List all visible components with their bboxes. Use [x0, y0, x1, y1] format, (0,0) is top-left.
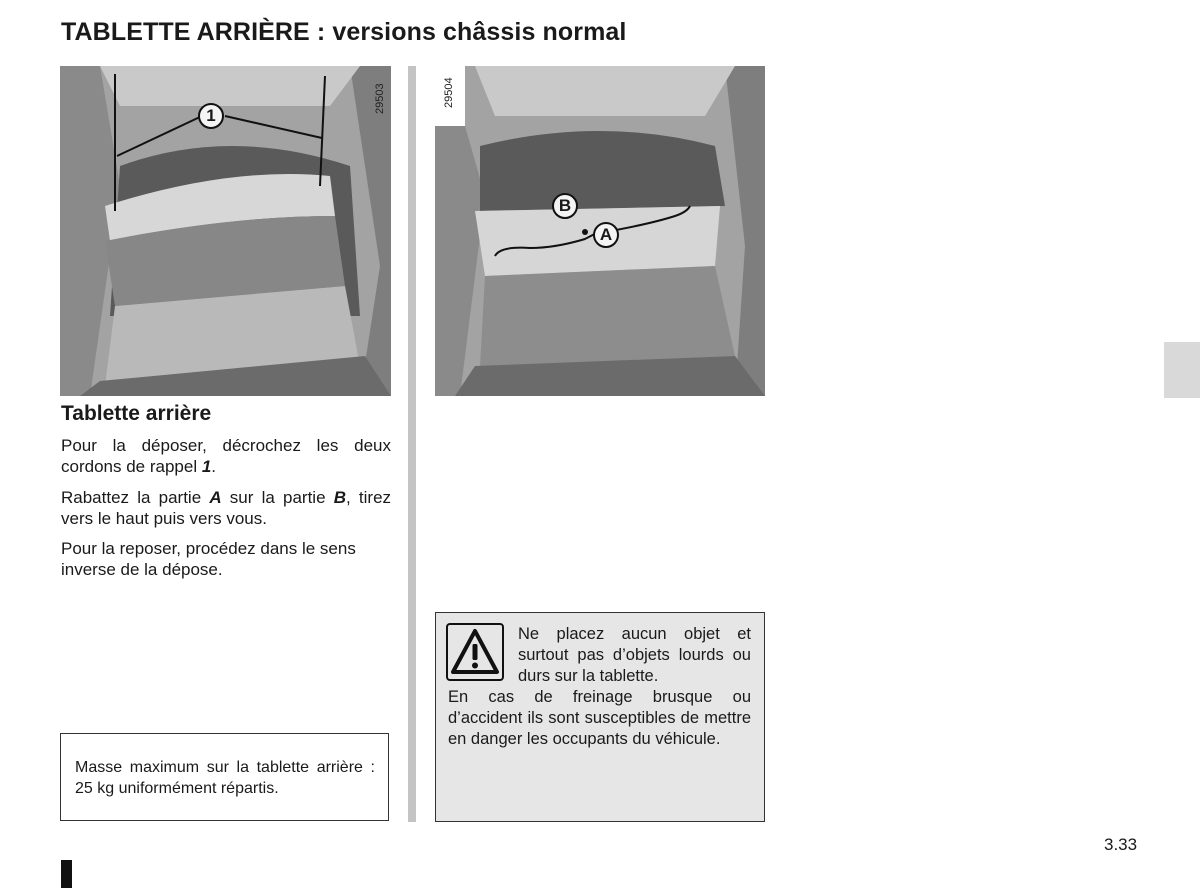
- paragraph-fold-text-c: , tirez vers le haut puis vers vous.: [61, 488, 392, 528]
- corner-mark: [61, 860, 72, 888]
- load-note-text: Masse maximum sur la tablette arrière : 25 kg uniformément répartis.: [75, 759, 375, 797]
- load-note-box: [60, 733, 389, 821]
- ref-a: A: [209, 488, 222, 507]
- rear-shelf-cords-illustration: [60, 66, 391, 396]
- photo-rear-shelf-cords: [60, 66, 391, 396]
- warning-text-secondary: En cas de freinage brusque ou d’accident ils sont susceptibles de mettre en danger les occupants du véhicule.: [448, 688, 751, 748]
- callout-a: A: [593, 222, 619, 248]
- paragraph-fold: [61, 487, 391, 529]
- ref-1: 1: [201, 457, 212, 476]
- column-divider: [408, 66, 416, 822]
- paragraph-remove-text: Pour la déposer, décrochez les deux cordons de rappel: [61, 436, 391, 476]
- callout-1: 1: [198, 103, 224, 129]
- warning-text-primary: Ne placez aucun objet et surtout pas d’objets lourds ou durs sur la tablette.: [518, 625, 751, 685]
- photo-rear-shelf-parts: [435, 66, 765, 396]
- warning-triangle-icon: [446, 623, 504, 681]
- figure-ref-code: 29503: [374, 83, 386, 114]
- page-number: 3.33: [1104, 835, 1138, 854]
- ref-b: B: [333, 488, 346, 507]
- callout-b: B: [552, 193, 578, 219]
- paragraph-remove-end: .: [211, 457, 217, 476]
- figure-ref-code: 29504: [443, 77, 455, 108]
- paragraph-refit: Pour la reposer, procédez dans le sens inverse de la dépose.: [61, 539, 356, 579]
- page-title: TABLETTE ARRIÈRE : versions châssis normal: [61, 18, 627, 46]
- paragraph-fold-text-a: Rabattez la partie: [61, 488, 210, 507]
- paragraph-remove: [61, 435, 391, 477]
- chapter-side-tab: [1164, 342, 1200, 398]
- section-heading: Tablette arrière: [61, 402, 212, 425]
- warning-box: [435, 612, 765, 822]
- paragraph-fold-text-b: sur la partie: [221, 488, 334, 507]
